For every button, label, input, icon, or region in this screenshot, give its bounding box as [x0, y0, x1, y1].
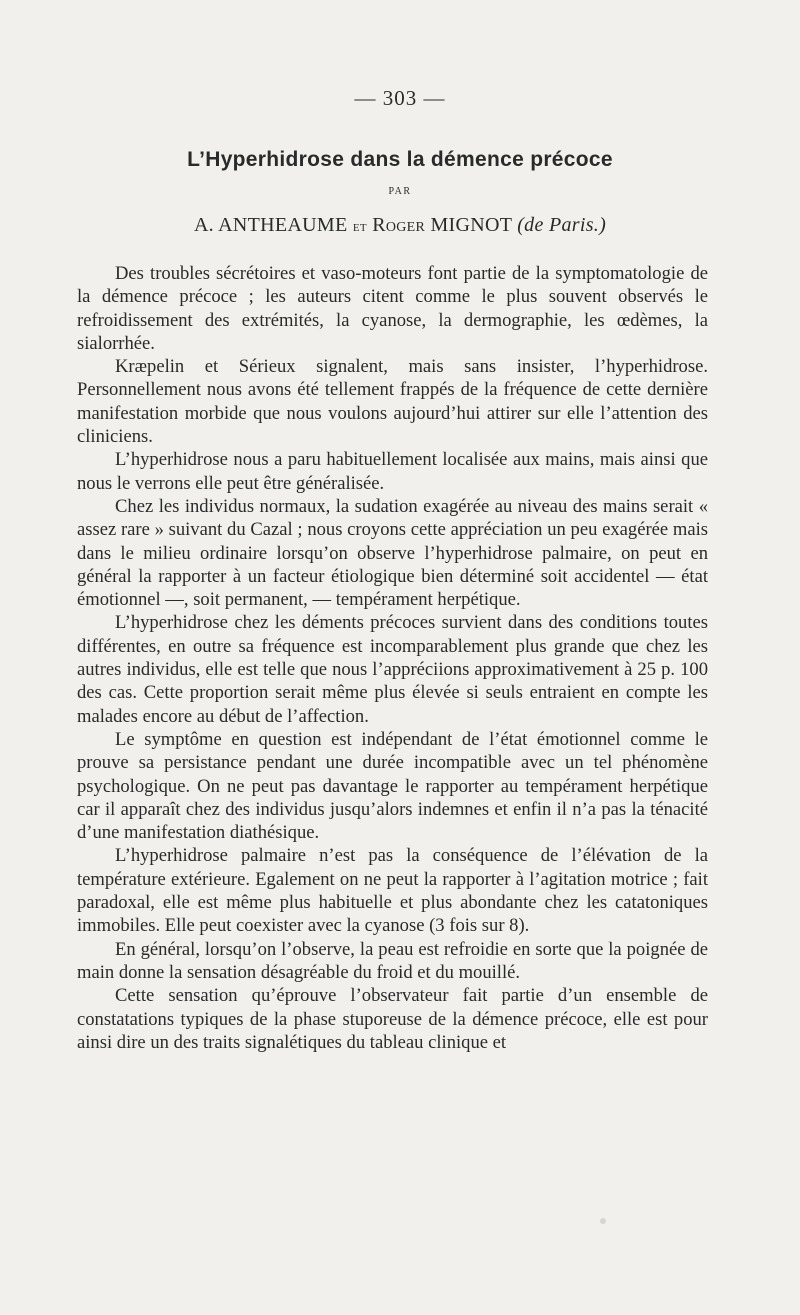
paragraph: En général, lorsqu’on l’observe, la peau est refroidie en sorte que la poignée de main donne la sensation désagréable du froid et du mouillé. — [77, 938, 708, 983]
paper-speck-mark — [600, 1218, 606, 1224]
paragraph: L’hyperhidrose palmaire n’est pas la conséquence de l’élévation de la température extérieure. Egalement on ne peut la rapporter à l’agitation motrice ; fait paradoxal, elle est même plus habituelle et plus abondante chez les catatoniques immobiles. Elle peut coexister avec la cyanose (3 fois sur 8). — [77, 845, 708, 937]
author-line — [0, 214, 800, 237]
paragraph: Chez les individus normaux, la sudation exagérée au niveau des mains serait « assez rare » suivant du Cazal ; nous croyons cette appréciation un peu exagérée mais dans le milieu ordinaire lorsqu’on observe l’hyperhidrose palmaire, on peut en général la rapporter à un facteur étiologique bien déterminé soit accidentel — état émotionnel —, soit permanent, — tempérament herpétique. — [77, 495, 708, 611]
author-mignot-last-name: MIGNOT — [430, 214, 512, 236]
paragraph: Des troubles sécrétoires et vaso-moteurs font partie de la symptomatologie de la démence précoce ; les auteurs citent comme le plus souvent observés le refroidissement des extrémités, la cyanose, la dermographie, les œdèmes, la sialorrhée. — [77, 263, 708, 354]
paragraph: Kræpelin et Sérieux signalent, mais sans insister, l’hyperhidrose. Personnellement nous avons été tellement frappés de la fréquence de cette dernière manifestation morbide que nous voulons aujourd’hui attirer sur elle l’attention des cliniciens. — [77, 356, 708, 448]
author-affiliation: (de Paris.) — [517, 214, 607, 236]
author-mignot-first-name: Roger — [372, 214, 426, 236]
paragraph: L’hyperhidrose nous a paru habituellement localisée aux mains, mais ainsi que nous le verrons elle peut être généralisée. — [77, 449, 708, 494]
article-body — [77, 262, 708, 1054]
author-conjunction: et — [352, 219, 367, 235]
paragraph: L’hyperhidrose chez les déments précoces survient dans des conditions toutes différentes, en outre sa fréquence est incomparablement plus grande que chez les autres individus, elle est telle que nous l’appréciions approximativement à 25 p. 100 des cas. Cette proportion serait même plus élevée si seuls entraient en compte les malades encore au début de l’affection. — [77, 612, 708, 727]
page-number: — 303 — — [354, 86, 446, 110]
paragraph: Cette sensation qu’éprouve l’observateur fait partie d’un ensemble de constatations typiques de la phase stuporeuse de la démence précoce, elle est pour ainsi dire un des traits signalétiques du tableau clinique et — [77, 985, 708, 1053]
by-line: PAR — [388, 186, 412, 197]
author-antheaume: A. ANTHEAUME — [193, 214, 348, 236]
article-title: L’Hyperhidrose dans la démence précoce — [187, 148, 613, 171]
paragraph: Le symptôme en question est indépendant de l’état émotionnel comme le prouve sa persistance pendant une durée incompatible avec un tel phénomène psychologique. On ne peut pas davantage le rapporter au tempérament herpétique car il apparaît chez des individus jusqu’alors indemnes et enfin il n’a pas la ténacité d’une manifestation diathésique. — [77, 728, 708, 844]
